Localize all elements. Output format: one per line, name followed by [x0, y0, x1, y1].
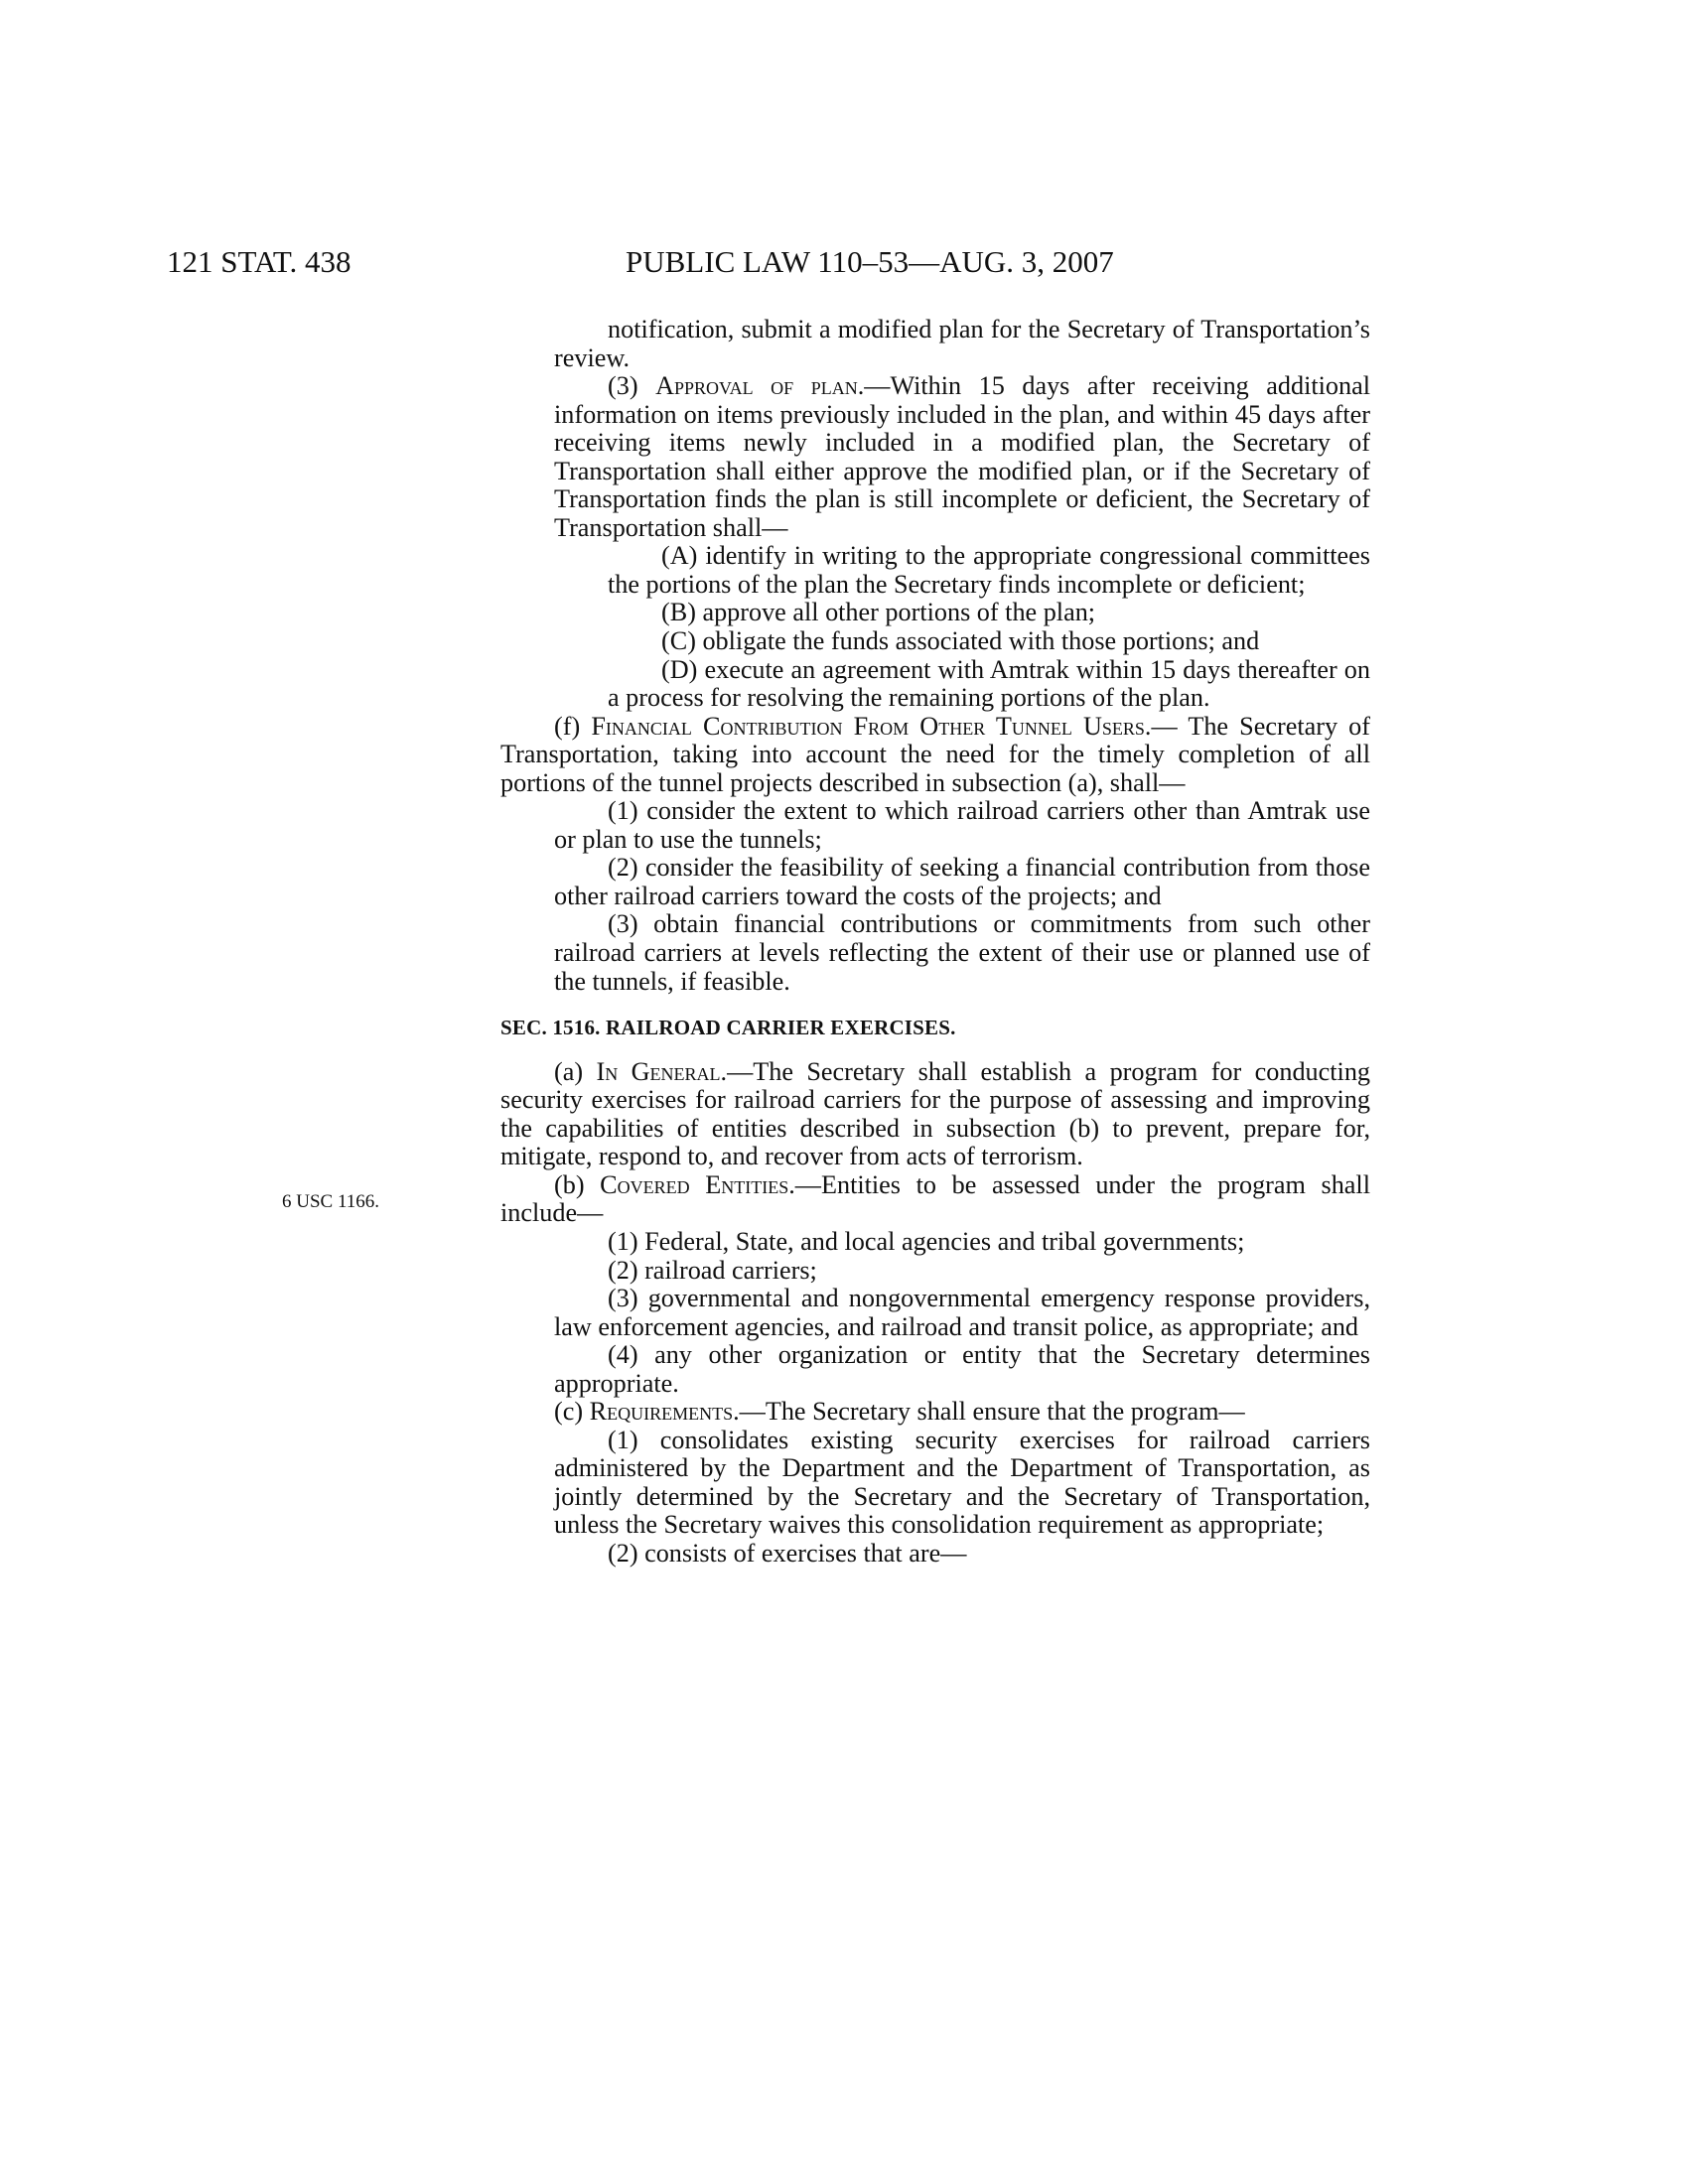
paragraph-f1: (1) consider the extent to which railroad carriers other than Amtrak use or plan to use the tunnels;: [554, 796, 1370, 854]
subsection-text: .—Entities to be assessed under the program shall include—: [500, 1169, 1370, 1228]
subsection-number: (f): [554, 711, 592, 741]
margin-citation: 6 USC 1166.: [282, 1191, 380, 1212]
subsection-heading: Requirements: [589, 1397, 734, 1427]
subparagraph-d: (D) execute an agreement with Amtrak within 15 days thereafter on a process for resolving the remaining portions of the plan.: [608, 654, 1370, 713]
paragraph-b1: (1) Federal, State, and local agencies and tribal governments;: [608, 1226, 1245, 1256]
section-title: SEC. 1516. RAILROAD CARRIER EXERCISES.: [500, 1016, 956, 1040]
document-body: [500, 316, 1370, 1569]
paragraph-b3: (3) governmental and nongovernmental emergency response providers, law enforcement agencies, and railroad and transit police, as appropriate; and: [554, 1284, 1370, 1341]
subsection-a: [500, 1058, 1370, 1171]
paragraph-b2: (2) railroad carriers;: [608, 1255, 817, 1285]
subparagraph-c: (C) obligate the funds associated with those portions; and: [661, 626, 1260, 656]
subsection-number: (a): [554, 1056, 597, 1086]
subsection-number: (c): [554, 1397, 590, 1427]
subsection-c: [500, 1398, 1370, 1427]
paragraph-f2: (2) consider the feasibility of seeking a financial contribution from those other railroad carriers toward the costs of the projects; and: [554, 853, 1370, 910]
paragraph-b4: (4) any other organization or entity that the Secretary determines appropriate.: [554, 1340, 1370, 1398]
paragraph-c1: (1) consolidates existing security exercises for railroad carriers administered by the Department and the Department of Transportation, as jointly determined by the Secretary and the Secretary of Transportation, unless the Secretary waives this consolidation requirement as appropriate;: [554, 1425, 1370, 1540]
paragraph-number: (3): [608, 371, 656, 401]
paragraph-heading: Approval of plan: [655, 371, 858, 401]
paragraph-approval-of-plan: [500, 372, 1370, 542]
subparagraph-b: (B) approve all other portions of the plan;: [661, 598, 1096, 627]
subsection-b: [500, 1171, 1370, 1228]
subsection-f: [500, 713, 1370, 798]
subsection-heading: Financial Contribution From Other Tunnel Users: [591, 711, 1145, 741]
page-header-title: PUBLIC LAW 110–53—AUG. 3, 2007: [626, 244, 1114, 279]
subsection-number: (b): [554, 1169, 601, 1199]
subsection-text: .— The Secretary of Transportation, taking into account the need for the timely completion of all portions of the tunnel projects described in subsection (a), shall—: [500, 711, 1370, 797]
subsection-text: .—The Secretary shall establish a program for conducting security exercises for railroad carriers for the purpose of assessing and improving the capabilities of entities described in subsection (b) to prevent, prepare for, mitigate, respond to, and recover from acts of terrorism.: [500, 1056, 1371, 1171]
paragraph-c2: (2) consists of exercises that are—: [608, 1538, 967, 1568]
subsection-heading: Covered Entities: [600, 1169, 789, 1199]
paragraph-text: .—Within 15 days after receiving additional information on items previously included in the plan, and within 45 days after receiving items newly included in a modified plan, the Secretary of Transportation shall either approve the modified plan, or if the Secretary of Transportation finds the plan is still incomplete or deficient, the Secretary of Transportation shall—: [554, 371, 1371, 542]
paragraph-f3: (3) obtain financial contributions or commitments from such other railroad carriers at levels reflecting the extent of their use or planned use of the tunnels, if feasible.: [554, 909, 1370, 996]
subsection-heading: In General: [596, 1056, 721, 1086]
subsection-text: .—The Secretary shall ensure that the program—: [733, 1397, 1245, 1427]
paragraph-continuation: notification, submit a modified plan for the Secretary of Transportation’s review.: [554, 315, 1370, 372]
page-stat-reference: 121 STAT. 438: [167, 244, 352, 279]
subparagraph-a: (A) identify in writing to the appropriate congressional committees the portions of the plan the Secretary finds incomplete or deficient;: [608, 541, 1370, 599]
